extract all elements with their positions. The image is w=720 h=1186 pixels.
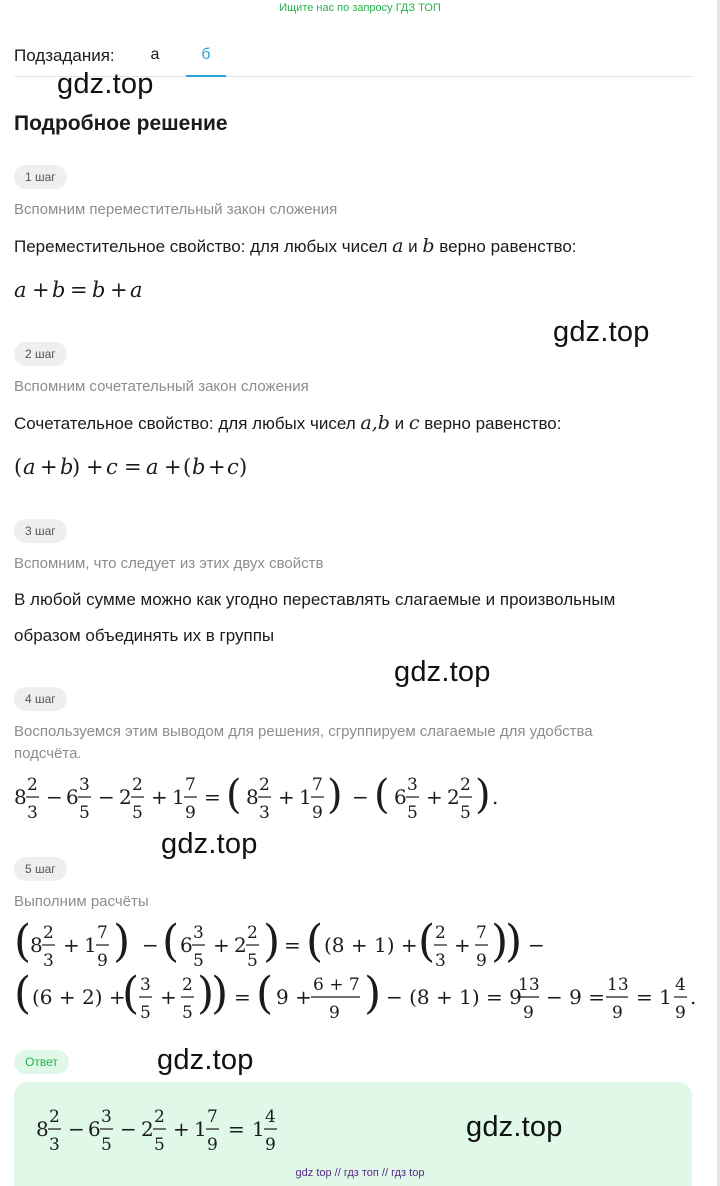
svg-text:): ) [263, 916, 281, 967]
svg-text:−: − [46, 785, 63, 809]
top-banner[interactable]: Ищите нас по запросу ГДЗ ТОП [279, 2, 441, 14]
svg-text:9: 9 [185, 803, 196, 823]
svg-text:(: ( [226, 772, 242, 818]
svg-text:b: b [60, 455, 74, 479]
watermark: gdz.top [466, 1111, 563, 1143]
svg-text:−: − [68, 1117, 85, 1141]
svg-text:7: 7 [207, 1107, 218, 1127]
svg-text:=: = [70, 278, 88, 302]
svg-text:.: . [690, 985, 697, 1009]
svg-text:(8 + 1) +: (8 + 1) + [324, 933, 418, 957]
svg-text:+: + [86, 455, 104, 479]
svg-text:b: b [52, 278, 66, 302]
step-text: образом объединять их в группы [14, 626, 275, 645]
svg-text:6: 6 [180, 933, 193, 957]
svg-text:6: 6 [394, 785, 407, 809]
svg-text:=: = [234, 985, 251, 1009]
svg-text:a: a [23, 455, 36, 479]
svg-text:5: 5 [79, 803, 90, 823]
svg-text:+: + [208, 455, 226, 479]
svg-text:4: 4 [265, 1107, 276, 1127]
svg-text:(: ( [14, 455, 23, 479]
svg-text:2: 2 [234, 933, 247, 957]
subtasks-label: Подзадания: [14, 46, 115, 65]
svg-text:(: ( [256, 968, 274, 1019]
svg-text:1: 1 [84, 933, 97, 957]
svg-text:(: ( [14, 968, 32, 1019]
svg-text:9: 9 [612, 1003, 623, 1023]
svg-text:+: + [278, 785, 295, 809]
footer-links[interactable]: gdz top // гдз топ // гдз top [295, 1167, 425, 1179]
step-text-part: верно равенство: [419, 414, 562, 433]
svg-text:(: ( [14, 916, 32, 967]
formula-commutative [14, 276, 214, 306]
svg-text:2: 2 [447, 785, 460, 809]
svg-text:a: a [14, 278, 27, 302]
step-hint: Выполним расчёты [14, 893, 149, 910]
svg-text:+: + [213, 933, 230, 957]
svg-text:=: = [228, 1117, 245, 1141]
svg-text:): ) [197, 968, 215, 1019]
svg-text:): ) [211, 968, 229, 1019]
svg-text:(6 + 2) +: (6 + 2) + [32, 985, 126, 1009]
svg-text:2: 2 [119, 785, 132, 809]
svg-text:1: 1 [299, 785, 312, 809]
svg-text:6: 6 [66, 785, 79, 809]
svg-text:3: 3 [27, 803, 38, 823]
math-var: b [377, 412, 390, 434]
svg-text:+: + [40, 455, 58, 479]
svg-text:c: c [106, 455, 118, 479]
svg-text:3: 3 [101, 1107, 112, 1127]
svg-text:3: 3 [259, 803, 270, 823]
svg-text:2: 2 [132, 775, 143, 795]
formula-grouping [14, 768, 514, 830]
step-badge: 5 шаг [14, 857, 67, 881]
svg-text:− (8 + 1) = 9: − (8 + 1) = 9 [386, 985, 522, 1009]
svg-text:): ) [505, 916, 523, 967]
svg-text:5: 5 [460, 803, 471, 823]
svg-text:2: 2 [247, 923, 258, 943]
svg-text:5: 5 [407, 803, 418, 823]
svg-text:−: − [528, 933, 545, 957]
svg-text:9: 9 [97, 951, 108, 971]
watermark: gdz.top [157, 1044, 254, 1076]
svg-text:4: 4 [675, 975, 686, 995]
svg-text:(: ( [306, 916, 324, 967]
svg-text:= 1: = 1 [636, 985, 672, 1009]
svg-text:−: − [142, 933, 159, 957]
svg-text:7: 7 [312, 775, 323, 795]
svg-text:+: + [426, 785, 443, 809]
svg-text:6 + 7: 6 + 7 [313, 975, 360, 995]
step-hint: Воспользуемся этим выводом для решения, сгруппируем слагаемые для удобства [14, 723, 593, 740]
watermark: gdz.top [57, 68, 154, 100]
svg-text:−: − [98, 785, 115, 809]
svg-text:9: 9 [265, 1135, 276, 1155]
svg-text:+: + [160, 985, 177, 1009]
svg-text:2: 2 [27, 775, 38, 795]
svg-text:+: + [110, 278, 128, 302]
svg-text:8: 8 [36, 1117, 49, 1141]
step-hint: подсчёта. [14, 745, 82, 762]
watermark: gdz.top [553, 316, 650, 348]
svg-text:5: 5 [182, 1003, 193, 1023]
svg-text:2: 2 [259, 775, 270, 795]
svg-text:5: 5 [140, 1003, 151, 1023]
svg-text:−: − [120, 1117, 137, 1141]
svg-text:− 9 =: − 9 = [546, 985, 605, 1009]
svg-text:1: 1 [194, 1117, 207, 1141]
svg-text:c: c [227, 455, 239, 479]
svg-text:a: a [146, 455, 159, 479]
svg-text:+: + [454, 933, 471, 957]
step-text: Сочетательное свойство: для любых чисел a,b и c верно равенство: [14, 412, 562, 434]
answer-badge: Ответ [14, 1050, 69, 1074]
svg-text:+: + [63, 933, 80, 957]
svg-text:b: b [192, 455, 206, 479]
step-text-part: и [403, 237, 423, 256]
step-text-part: Сочетательное свойство: для любых чисел [14, 414, 361, 433]
tab-subtask-a[interactable]: а [150, 46, 160, 63]
svg-text:2: 2 [154, 1107, 165, 1127]
step-text-part: и [389, 414, 409, 433]
svg-text:5: 5 [132, 803, 143, 823]
svg-text:(: ( [162, 916, 180, 967]
svg-text:6: 6 [88, 1117, 101, 1141]
svg-text:(: ( [418, 916, 436, 967]
svg-text:(: ( [183, 455, 192, 479]
svg-text:3: 3 [43, 951, 54, 971]
svg-text:7: 7 [185, 775, 196, 795]
step-badge: 3 шаг [14, 519, 67, 543]
svg-text:=: = [124, 455, 142, 479]
step-text-part: верно равенство: [434, 237, 577, 256]
formula-associative [14, 452, 274, 484]
svg-text:9: 9 [207, 1135, 218, 1155]
svg-text:+: + [32, 278, 50, 302]
svg-text:+: + [173, 1117, 190, 1141]
svg-text:(: ( [122, 968, 140, 1019]
svg-text:9: 9 [312, 803, 323, 823]
svg-text:9 +: 9 + [276, 985, 312, 1009]
svg-text:8: 8 [246, 785, 259, 809]
svg-text:b: b [92, 278, 106, 302]
svg-text:2: 2 [435, 923, 446, 943]
watermark: gdz.top [161, 828, 258, 860]
svg-text:+: + [164, 455, 182, 479]
svg-text:2: 2 [43, 923, 54, 943]
svg-text:3: 3 [140, 975, 151, 995]
svg-text:2: 2 [49, 1107, 60, 1127]
step-text-part: Переместительное свойство: для любых чисел [14, 237, 393, 256]
svg-text:9: 9 [523, 1003, 534, 1023]
svg-text:5: 5 [247, 951, 258, 971]
step-hint: Вспомним переместительный закон сложения [14, 201, 338, 218]
step-badge: 2 шаг [14, 342, 67, 366]
svg-text:3: 3 [49, 1135, 60, 1155]
svg-text:a: a [130, 278, 143, 302]
step-text: В любой сумме можно как угодно переставлять слагаемые и произвольным [14, 590, 616, 609]
svg-text:): ) [491, 916, 509, 967]
svg-text:2: 2 [460, 775, 471, 795]
svg-text:): ) [475, 772, 491, 818]
svg-text:13: 13 [518, 975, 540, 995]
svg-text:8: 8 [14, 785, 27, 809]
svg-text:5: 5 [101, 1135, 112, 1155]
svg-text:3: 3 [193, 923, 204, 943]
svg-text:=: = [284, 933, 301, 957]
math-var: a [392, 235, 404, 257]
svg-text:9: 9 [476, 951, 487, 971]
step-badge: 4 шаг [14, 687, 67, 711]
svg-text:.: . [492, 785, 499, 809]
svg-text:): ) [364, 968, 382, 1019]
formula-calc-line2 [14, 966, 714, 1030]
svg-text:13: 13 [607, 975, 629, 995]
svg-text:9: 9 [675, 1003, 686, 1023]
svg-text:9: 9 [329, 1003, 340, 1023]
math-var: a [360, 412, 372, 434]
watermark: gdz.top [394, 656, 491, 688]
svg-text:2: 2 [141, 1117, 154, 1141]
math-var: b [422, 235, 435, 257]
svg-text:7: 7 [97, 923, 108, 943]
svg-text:2: 2 [182, 975, 193, 995]
formula-answer [36, 1100, 296, 1162]
svg-text:(: ( [374, 772, 390, 818]
svg-text:3: 3 [435, 951, 446, 971]
svg-text:+: + [151, 785, 168, 809]
svg-text:3: 3 [407, 775, 418, 795]
svg-text:=: = [204, 785, 221, 809]
step-hint: Вспомним сочетательный закон сложения [14, 378, 309, 395]
svg-text:1: 1 [172, 785, 185, 809]
svg-text:5: 5 [193, 951, 204, 971]
svg-text:5: 5 [154, 1135, 165, 1155]
step-badge: 1 шаг [14, 165, 67, 189]
svg-text:8: 8 [30, 933, 43, 957]
svg-text:): ) [239, 455, 248, 479]
step-text [14, 228, 577, 265]
svg-text:): ) [113, 916, 131, 967]
svg-text:7: 7 [476, 923, 487, 943]
svg-text:1: 1 [252, 1117, 265, 1141]
math-var: c [408, 412, 420, 434]
tab-subtask-b[interactable]: б [186, 46, 226, 77]
svg-text:−: − [352, 785, 369, 809]
svg-text:): ) [327, 772, 343, 818]
page-title: Подробное решение [14, 112, 228, 135]
svg-text:): ) [72, 455, 81, 479]
svg-text:3: 3 [79, 775, 90, 795]
step-hint: Вспомним, что следует из этих двух свойств [14, 555, 324, 572]
